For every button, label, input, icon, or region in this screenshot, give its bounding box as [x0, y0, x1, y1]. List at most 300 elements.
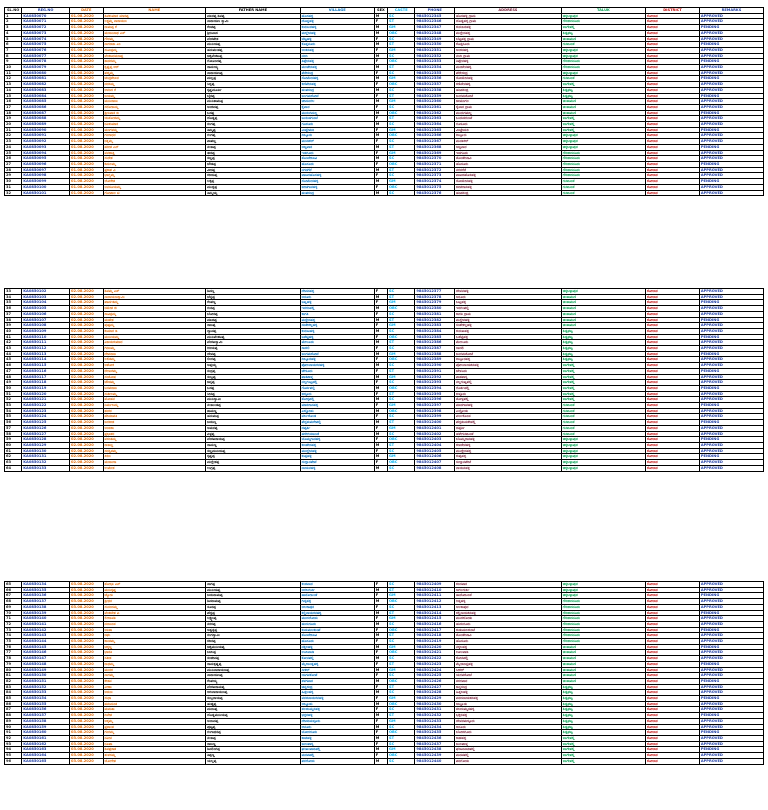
cell-sl-no: 43	[5, 346, 22, 352]
cell-remarks: APPROVED	[699, 340, 763, 346]
cell-sex: M	[374, 713, 387, 719]
cell-sex: M	[374, 76, 387, 82]
cell-caste: OBC	[388, 650, 415, 656]
cell-district: ಕೋಲಾರ	[646, 306, 700, 312]
cell-sex: M	[374, 385, 387, 391]
cell-village: ಸೀಕಲ್	[300, 667, 374, 673]
record-table	[4, 288, 764, 472]
cell-sex: F	[374, 116, 387, 122]
cell-phone: 9845012436	[415, 735, 455, 741]
cell-name: ಲಕ್ಷ್ಮಮ್ಮ ನಾರಾಯಣ	[103, 19, 206, 25]
cell-taluk: ಚಿಕ್ಕಬಳ್ಳಾಪುರ	[561, 13, 645, 19]
cell-taluk: ಬಾಗೇಪಲ್ಲಿ	[561, 25, 645, 31]
cell-date: 03.08.2020	[70, 730, 104, 736]
cell-caste: OBC	[388, 460, 415, 466]
cell-name: ನವೀನ	[103, 735, 206, 741]
cell-district: ಕೋಲಾರ	[646, 667, 700, 673]
cell-address: ದೊಡ್ಡಹಳ್ಳಿ ಗ್ರಾಮ	[455, 19, 562, 25]
cell-phone: 9845012366	[415, 133, 455, 139]
cell-address: ಕೊತ್ತನೂರು	[455, 42, 562, 48]
cell-father-name: ಪುಟ್ಟಪ್ಪ	[206, 724, 300, 730]
cell-village: ಬಿಳ್ಳೂರು	[300, 391, 374, 397]
cell-sl-no: 55	[5, 414, 22, 420]
cell-date: 01.08.2020	[70, 42, 104, 48]
cell-taluk: ಬಾಗೇಪಲ್ಲಿ	[561, 116, 645, 122]
cell-caste: SC	[388, 639, 415, 645]
cell-father-name: ಅಮರಪ್ಪ	[206, 425, 300, 431]
cell-phone: 9845012374	[415, 179, 455, 185]
cell-taluk: ಗುಡಿಬಂಡೆ	[561, 420, 645, 426]
cell-date: 02.08.2020	[70, 328, 104, 334]
cell-remarks: APPROVED	[699, 701, 763, 707]
cell-father-name: ನಾರಾಯಣಪ್ಪ	[206, 70, 300, 76]
cell-date: 01.08.2020	[70, 144, 104, 150]
cell-sl-no: 56	[5, 420, 22, 426]
cell-phone: 9845012379	[415, 300, 455, 306]
cell-sex: M	[374, 42, 387, 48]
cell-date: 01.08.2020	[70, 173, 104, 179]
cell-name: ಉಮೇಶ	[103, 465, 206, 471]
cell-father-name: ಜಯರಾಮಪ್ಪ	[206, 593, 300, 599]
cell-caste: ST	[388, 167, 415, 173]
cell-caste: SC	[388, 448, 415, 454]
cell-caste: SC	[388, 13, 415, 19]
cell-father-name: ಕೆಂಪಣ್ಣ	[206, 300, 300, 306]
cell-name: ಹೇಮಾವತಿ	[103, 414, 206, 420]
cell-remarks: APPROVED	[699, 133, 763, 139]
cell-caste: SC	[388, 414, 415, 420]
header-sex: SEX	[374, 8, 387, 14]
cell-sex: M	[374, 179, 387, 185]
cell-reg-no: KA0850086	[22, 104, 70, 110]
cell-phone: 9845012412	[415, 599, 455, 605]
cell-name: ದೇವರಾಜ	[103, 351, 206, 357]
cell-caste: OBC	[388, 357, 415, 363]
cell-village: ಸಾದಲಿ	[300, 346, 374, 352]
cell-date: 03.08.2020	[70, 599, 104, 605]
cell-date: 03.08.2020	[70, 741, 104, 747]
cell-sl-no: 8	[5, 53, 22, 59]
cell-taluk: ಗೌರಿಬಿದನೂರು	[561, 150, 645, 156]
cell-father-name: ಸಣ್ಣಮುನಿಯಪ್ಪ	[206, 448, 300, 454]
cell-phone: 9845012417	[415, 627, 455, 633]
cell-taluk: ಚಿಂತಾಮಣಿ	[561, 294, 645, 300]
cell-reg-no: KA0850118	[22, 380, 70, 386]
cell-name: ಸತೀಶ	[103, 656, 206, 662]
cell-sex: F	[374, 139, 387, 145]
cell-caste: ST	[388, 294, 415, 300]
cell-address: ಸೋಮೇನಹಳ್ಳಿ	[455, 179, 562, 185]
cell-address: ಬೋದಗೂರು	[455, 730, 562, 736]
cell-taluk: ಚಿಂತಾಮಣಿ	[561, 673, 645, 679]
cell-sl-no: 87	[5, 707, 22, 713]
cell-sex: F	[374, 403, 387, 409]
cell-date: 02.08.2020	[70, 391, 104, 397]
cell-date: 02.08.2020	[70, 306, 104, 312]
cell-name: ಕೇಶವ	[103, 678, 206, 684]
cell-taluk: ಗೌರಿಬಿದನೂರು	[561, 19, 645, 25]
cell-date: 03.08.2020	[70, 633, 104, 639]
cell-reg-no: KA0850081	[22, 76, 70, 82]
cell-father-name: ಮುನಿಶಾಮಪ್ಪ	[206, 99, 300, 105]
cell-father-name: ಅಂಜಿನಪ್ಪ	[206, 104, 300, 110]
cell-remarks: PENDING	[699, 76, 763, 82]
cell-phone: 9845012367	[415, 139, 455, 145]
cell-sex: M	[374, 610, 387, 616]
cell-date: 02.08.2020	[70, 403, 104, 409]
cell-date: 01.08.2020	[70, 82, 104, 88]
cell-taluk: ಬಾಗೇಪಲ್ಲಿ	[561, 374, 645, 380]
cell-address: ಮಾರಗಾನಹಳ್ಳಿ	[455, 403, 562, 409]
cell-caste: ST	[388, 633, 415, 639]
cell-district: ಕೋಲಾರ	[646, 82, 700, 88]
cell-sl-no: 94	[5, 747, 22, 753]
cell-sex: M	[374, 656, 387, 662]
cell-village: ಮಂಚೇನಹಳ್ಳಿ	[300, 65, 374, 71]
cell-phone: 9845012434	[415, 724, 455, 730]
cell-reg-no: KA0850146	[22, 650, 70, 656]
cell-sl-no: 85	[5, 696, 22, 702]
cell-taluk: ಚಿಂತಾಮಣಿ	[561, 311, 645, 317]
cell-phone: 9845012425	[415, 673, 455, 679]
cell-remarks: PENDING	[699, 661, 763, 667]
record-table-block-3	[4, 581, 764, 765]
cell-sex: M	[374, 747, 387, 753]
cell-name: ಹನುಮಂತ	[103, 701, 206, 707]
cell-name: ಲೋಕೇಶ	[103, 179, 206, 185]
cell-phone: 9845012362	[415, 110, 455, 116]
cell-date: 03.08.2020	[70, 713, 104, 719]
cell-phone: 9845012401	[415, 425, 455, 431]
cell-sl-no: 92	[5, 735, 22, 741]
cell-name: ಚಂದ್ರಶೇಖರ	[103, 76, 206, 82]
cell-sl-no: 68	[5, 599, 22, 605]
cell-remarks: PENDING	[699, 437, 763, 443]
cell-sl-no: 51	[5, 391, 22, 397]
cell-district: ಕೋಲಾರ	[646, 110, 700, 116]
cell-sl-no: 1	[5, 13, 22, 19]
cell-remarks: APPROVED	[699, 36, 763, 42]
cell-name: ಶಾರದಮ್ಮ	[103, 59, 206, 65]
cell-sex: F	[374, 414, 387, 420]
cell-sex: M	[374, 735, 387, 741]
cell-remarks: APPROVED	[699, 289, 763, 295]
cell-address: ಎಲ್ಲೋಡು	[455, 408, 562, 414]
cell-phone: 9845012396	[415, 397, 455, 403]
cell-remarks: APPROVED	[699, 391, 763, 397]
cell-taluk: ಗುಡಿಬಂಡೆ	[561, 414, 645, 420]
cell-district: ಕೋಲಾರ	[646, 173, 700, 179]
cell-sex: F	[374, 127, 387, 133]
cell-village: ಕಾಚಹಳ್ಳಿ	[300, 735, 374, 741]
cell-village: ಕಾಗತಿ	[300, 311, 374, 317]
cell-caste: SC	[388, 122, 415, 128]
cell-date: 03.08.2020	[70, 696, 104, 702]
cell-taluk: ಬಾಗೇಪಲ್ಲಿ	[561, 741, 645, 747]
cell-sex: F	[374, 639, 387, 645]
cell-father-name: ನಾಗಪ್ಪ	[206, 582, 300, 588]
cell-reg-no: KA0850077	[22, 53, 70, 59]
cell-district: ಕೋಲಾರ	[646, 374, 700, 380]
cell-sex: F	[374, 357, 387, 363]
cell-district: ಕೋಲಾರ	[646, 161, 700, 167]
cell-remarks: APPROVED	[699, 323, 763, 329]
cell-phone: 9845012410	[415, 587, 455, 593]
cell-village: ಹೊಸಹಳ್ಳಿ	[300, 13, 374, 19]
cell-taluk: ಶಿಡ್ಲಘಟ್ಟ	[561, 701, 645, 707]
cell-district: ಕೋಲಾರ	[646, 156, 700, 162]
cell-address: ಹಾರೋಬಂಡೆ	[455, 593, 562, 599]
cell-district: ಕೋಲಾರ	[646, 179, 700, 185]
cell-taluk: ಚಿಕ್ಕಬಳ್ಳಾಪುರ	[561, 460, 645, 466]
cell-phone: 9845012404	[415, 442, 455, 448]
cell-name: ಶ್ರೀನಿವಾಸ ಬಿ	[103, 110, 206, 116]
cell-taluk: ಚಿಂತಾಮಣಿ	[561, 317, 645, 323]
cell-reg-no: KA0850090	[22, 127, 70, 133]
cell-taluk: ಗೌರಿಬಿದನೂರು	[561, 627, 645, 633]
cell-phone: 9845012383	[415, 323, 455, 329]
cell-reg-no: KA0850093	[22, 144, 70, 150]
cell-name: ಗೌರಮ್ಮ	[103, 36, 206, 42]
cell-sex: M	[374, 465, 387, 471]
cell-sex: M	[374, 454, 387, 460]
cell-reg-no: KA0850163	[22, 747, 70, 753]
cell-remarks: APPROVED	[699, 673, 763, 679]
cell-taluk: ಚಿಕ್ಕಬಳ್ಳಾಪುರ	[561, 47, 645, 53]
cell-sex: F	[374, 82, 387, 88]
cell-caste: ST	[388, 340, 415, 346]
cell-taluk: ಬಾಗೇಪಲ್ಲಿ	[561, 127, 645, 133]
cell-father-name: ಪಾಪಣ್ಣ	[206, 139, 300, 145]
cell-remarks: APPROVED	[699, 425, 763, 431]
cell-taluk: ಗುಡಿಬಂಡೆ	[561, 425, 645, 431]
cell-name: ರಮೇಶ ಜಿ	[103, 306, 206, 312]
cell-phone: 9845012419	[415, 639, 455, 645]
cell-address: ನಕ್ಕಲಹಳ್ಳಿ	[455, 644, 562, 650]
cell-caste: SC	[388, 690, 415, 696]
cell-sex: F	[374, 684, 387, 690]
cell-caste: SC	[388, 673, 415, 679]
cell-village: ಬಟ್ಲಹಳ್ಳಿ	[300, 300, 374, 306]
cell-remarks: APPROVED	[699, 707, 763, 713]
cell-date: 01.08.2020	[70, 150, 104, 156]
cell-village: ಬೋದಗೂರು	[300, 730, 374, 736]
cell-district: ಕೋಲಾರ	[646, 139, 700, 145]
cell-date: 01.08.2020	[70, 87, 104, 93]
cell-caste: ST	[388, 661, 415, 667]
cell-village: ಹಾರೋಬಂಡೆ	[300, 593, 374, 599]
cell-name: ಸರೋಜಮ್ಮ	[103, 104, 206, 110]
cell-address: ನಂದಿ ಗ್ರಾಮ	[455, 53, 562, 59]
cell-father-name: ರಾಜಣ್ಣ	[206, 741, 300, 747]
cell-phone: 9845012347	[415, 25, 455, 31]
cell-name: ವೆಂಕಟೇಶ ಪಿ	[103, 610, 206, 616]
cell-village: ಮಸ್ತೇನಹಳ್ಳಿ	[300, 317, 374, 323]
cell-district: ಕೋಲಾರ	[646, 391, 700, 397]
cell-name: ರಾಮಪ್ಪ ಕೆ	[103, 25, 206, 31]
cell-name: ರಾಧಮ್ಮ	[103, 661, 206, 667]
cell-sl-no: 84	[5, 690, 22, 696]
cell-address: ತಳಗವಾರ	[455, 678, 562, 684]
cell-village: ಜಂಗಮಕೋಟೆ	[300, 351, 374, 357]
cell-sex: M	[374, 317, 387, 323]
cell-remarks: PENDING	[699, 93, 763, 99]
cell-district: ಕೋಲಾರ	[646, 122, 700, 128]
cell-date: 01.08.2020	[70, 104, 104, 110]
cell-district: ಕೋಲಾರ	[646, 36, 700, 42]
cell-date: 02.08.2020	[70, 374, 104, 380]
cell-date: 02.08.2020	[70, 397, 104, 403]
cell-district: ಕೋಲಾರ	[646, 678, 700, 684]
cell-name: ವೆಂಕಟರಮಣಪ್ಪ	[103, 53, 206, 59]
cell-date: 02.08.2020	[70, 425, 104, 431]
cell-reg-no: KA0850133	[22, 465, 70, 471]
cell-sex: F	[374, 19, 387, 25]
cell-date: 03.08.2020	[70, 701, 104, 707]
cell-village: ಮುರುಗಮಲ್ಲ	[300, 110, 374, 116]
cell-caste: SC	[388, 656, 415, 662]
cell-caste: GM	[388, 696, 415, 702]
cell-sex: F	[374, 661, 387, 667]
cell-district: ಕೋಲಾರ	[646, 448, 700, 454]
cell-reg-no: KA0850122	[22, 403, 70, 409]
cell-sl-no: 58	[5, 431, 22, 437]
cell-father-name: ಮುದ್ದಪ್ಪ	[206, 184, 300, 190]
cell-sex: F	[374, 380, 387, 386]
cell-father-name: ಮಲ್ಲಪ್ಪ	[206, 76, 300, 82]
cell-remarks: APPROVED	[699, 684, 763, 690]
cell-address: ಪರಗೋಡು	[455, 758, 562, 764]
cell-reg-no: KA0850164	[22, 753, 70, 759]
cell-reg-no: KA0850096	[22, 161, 70, 167]
cell-village: ಜುಲಪಾಳ್ಯ	[300, 741, 374, 747]
cell-address: ದೇವನಹಳ್ಳಿ	[455, 289, 562, 295]
cell-father-name: ಶ್ರೀನಿವಾಸ	[206, 30, 300, 36]
cell-date: 01.08.2020	[70, 139, 104, 145]
cell-reg-no: KA0850092	[22, 139, 70, 145]
cell-phone: 9845012397	[415, 403, 455, 409]
cell-phone: 9845012437	[415, 741, 455, 747]
cell-district: ಕೋಲಾರ	[646, 363, 700, 369]
cell-father-name: ಲಕ್ಕಪ್ಪ	[206, 179, 300, 185]
cell-village: ದಿಬ್ಬೂರಹಳ್ಳಿ	[300, 357, 374, 363]
cell-reg-no: KA0850083	[22, 87, 70, 93]
cell-sl-no: 41	[5, 334, 22, 340]
cell-reg-no: KA0850124	[22, 414, 70, 420]
cell-father-name: ತಿಪ್ಪಣ್ಣ	[206, 753, 300, 759]
cell-village: ಮುದ್ದೇನಹಳ್ಳಿ	[300, 448, 374, 454]
cell-father-name: ಶಿವರಾಮಪ್ಪ	[206, 599, 300, 605]
cell-village: ಗೂಳೂರು	[300, 122, 374, 128]
cell-reg-no: KA0850127	[22, 431, 70, 437]
cell-sex: F	[374, 36, 387, 42]
cell-sex: F	[374, 70, 387, 76]
cell-caste: SC	[388, 397, 415, 403]
cell-date: 01.08.2020	[70, 110, 104, 116]
cell-sl-no: 42	[5, 340, 22, 346]
cell-sl-no: 4	[5, 30, 22, 36]
header-father-name: FATHER NAME	[206, 8, 300, 14]
cell-village: ಭಕ್ತರಹಳ್ಳಿ	[300, 713, 374, 719]
cell-date: 01.08.2020	[70, 99, 104, 105]
cell-date: 03.08.2020	[70, 587, 104, 593]
cell-village: ವರ್ಲಕೊಂಡ	[300, 414, 374, 420]
cell-father-name: ಜಯಣ್ಣ	[206, 420, 300, 426]
cell-taluk: ಚಿಕ್ಕಬಳ್ಳಾಪುರ	[561, 437, 645, 443]
cell-village: ಮೇಲೂರು	[300, 340, 374, 346]
cell-taluk: ಬಾಗೇಪಲ್ಲಿ	[561, 747, 645, 753]
cell-sl-no: 75	[5, 639, 22, 645]
cell-district: ಕೋಲಾರ	[646, 621, 700, 627]
cell-village: ಕುಡುಮಲಕುಂಟೆ	[300, 627, 374, 633]
cell-sex: M	[374, 13, 387, 19]
cell-sex: M	[374, 167, 387, 173]
cell-remarks: APPROVED	[699, 753, 763, 759]
cell-caste: SC	[388, 36, 415, 42]
cell-village: ಚೀಮಂಗಲ	[300, 99, 374, 105]
cell-address: ಇರಗಂಪಲ್ಲಿ	[455, 306, 562, 312]
cell-reg-no: KA0850120	[22, 391, 70, 397]
cell-name: ಸುಧಾ	[103, 696, 206, 702]
cell-father-name: ಲಿಂಗಪ್ಪ	[206, 357, 300, 363]
cell-sl-no: 11	[5, 70, 22, 76]
cell-remarks: APPROVED	[699, 639, 763, 645]
cell-sex: M	[374, 340, 387, 346]
cell-name: ಬಸವರಾಜ	[103, 385, 206, 391]
cell-caste: GM	[388, 351, 415, 357]
cell-village: ಪೆದ್ದತುಮಕೇಪಲ್ಲಿ	[300, 420, 374, 426]
cell-address: ಕುಡುಮಲಕುಂಟೆ	[455, 627, 562, 633]
cell-sex: F	[374, 346, 387, 352]
cell-date: 01.08.2020	[70, 13, 104, 19]
cell-remarks: APPROVED	[699, 357, 763, 363]
cell-taluk: ಗೌರಿಬಿದನೂರು	[561, 633, 645, 639]
cell-name: ರೂಪಾ	[103, 741, 206, 747]
cell-remarks: APPROVED	[699, 621, 763, 627]
cell-reg-no: KA0850123	[22, 408, 70, 414]
cell-taluk: ಗೌರಿಬಿದನೂರು	[561, 156, 645, 162]
cell-phone: 9845012413	[415, 604, 455, 610]
cell-caste: ST	[388, 684, 415, 690]
cell-phone: 9845012387	[415, 346, 455, 352]
cell-village: ಅಲಕಾಪುರ	[300, 604, 374, 610]
cell-reg-no: KA0850134	[22, 582, 70, 588]
cell-taluk: ಗುಡಿಬಂಡೆ	[561, 179, 645, 185]
cell-address: ಜಂಗಮಕೋಟೆ	[455, 93, 562, 99]
cell-name: ರಘು	[103, 633, 206, 639]
cell-phone: 9845012418	[415, 633, 455, 639]
cell-sex: M	[374, 599, 387, 605]
cell-name: ಅನಸೂಯಮ್ಮ	[103, 184, 206, 190]
cell-father-name: ಮುನಿಯಪ್ಪ	[206, 42, 300, 48]
cell-reg-no: KA0850103	[22, 294, 70, 300]
cell-remarks: PENDING	[699, 696, 763, 702]
cell-name: ಶ್ರೀಧರ	[103, 599, 206, 605]
cell-address: ಬಿಳ್ಳೂರು	[455, 391, 562, 397]
cell-name: ರಾಜಣ್ಣ	[103, 442, 206, 448]
cell-sex: M	[374, 363, 387, 369]
cell-village: ತೊಂಡೇಬಾವಿ	[300, 633, 374, 639]
cell-sl-no: 5	[5, 36, 22, 42]
cell-village: ನಂದಿ	[300, 53, 374, 59]
cell-remarks: APPROVED	[699, 70, 763, 76]
cell-name: ಕಾಂತಮ್ಮ	[103, 639, 206, 645]
cell-sl-no: 33	[5, 289, 22, 295]
cell-district: ಕೋಲಾರ	[646, 599, 700, 605]
cell-father-name: ದೊಡ್ಡಪ್ಪ	[206, 116, 300, 122]
cell-reg-no: KA0850155	[22, 701, 70, 707]
cell-date: 03.08.2020	[70, 650, 104, 656]
